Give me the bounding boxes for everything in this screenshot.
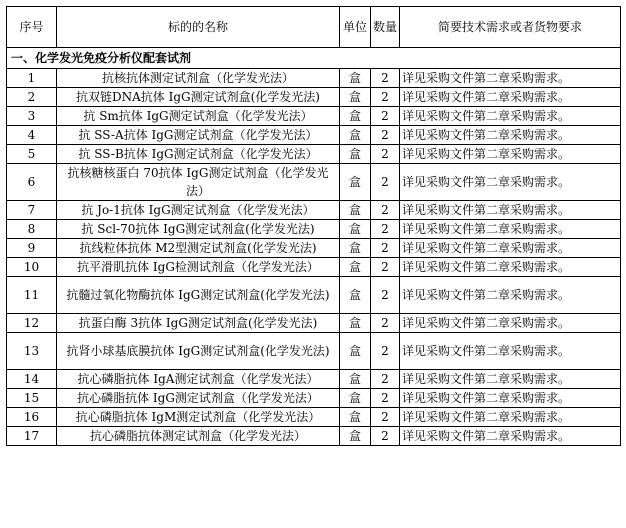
row-name: 抗 Jo-1抗体 IgG测定试剂盒（化学发光法） — [57, 201, 340, 220]
row-qty: 2 — [371, 408, 400, 427]
row-unit: 盒 — [340, 389, 371, 408]
header-row — [7, 7, 621, 48]
row-qty: 2 — [371, 107, 400, 126]
row-name: 抗心磷脂抗体 IgA测定试剂盒（化学发光法） — [57, 370, 340, 389]
row-name: 抗 Sm抗体 IgG测定试剂盒（化学发光法） — [57, 107, 340, 126]
table-row — [7, 126, 621, 145]
row-requirement: 详见采购文件第二章采购需求。 — [400, 427, 621, 446]
row-unit: 盒 — [340, 164, 371, 201]
row-requirement: 详见采购文件第二章采购需求。 — [400, 201, 621, 220]
row-qty: 2 — [371, 220, 400, 239]
row-qty: 2 — [371, 389, 400, 408]
row-requirement: 详见采购文件第二章采购需求。 — [400, 408, 621, 427]
row-unit: 盒 — [340, 427, 371, 446]
header-requirement: 简要技术需求或者货物要求 — [400, 7, 621, 48]
row-name: 抗 SS-B抗体 IgG测定试剂盒（化学发光法） — [57, 145, 340, 164]
row-requirement: 详见采购文件第二章采购需求。 — [400, 88, 621, 107]
row-index: 11 — [7, 277, 57, 314]
table-row — [7, 427, 621, 446]
row-requirement: 详见采购文件第二章采购需求。 — [400, 126, 621, 145]
row-qty: 2 — [371, 69, 400, 88]
row-requirement: 详见采购文件第二章采购需求。 — [400, 277, 621, 314]
row-index: 16 — [7, 408, 57, 427]
table-row — [7, 370, 621, 389]
header-unit: 单位 — [340, 7, 371, 48]
header-name: 标的的名称 — [57, 7, 340, 48]
row-qty: 2 — [371, 126, 400, 145]
row-unit: 盒 — [340, 126, 371, 145]
row-name: 抗心磷脂抗体测定试剂盒（化学发光法） — [57, 427, 340, 446]
table-row — [7, 107, 621, 126]
row-name: 抗核糖核蛋白 70抗体 IgG测定试剂盒（化学发光法） — [57, 164, 340, 201]
row-qty: 2 — [371, 145, 400, 164]
row-name: 抗线粒体抗体 M2型测定试剂盒(化学发光法) — [57, 239, 340, 258]
row-name: 抗心磷脂抗体 IgM测定试剂盒（化学发光法） — [57, 408, 340, 427]
procurement-table — [6, 6, 621, 446]
row-index: 6 — [7, 164, 57, 201]
row-unit: 盒 — [340, 277, 371, 314]
row-qty: 2 — [371, 370, 400, 389]
row-name: 抗 SS-A抗体 IgG测定试剂盒（化学发光法） — [57, 126, 340, 145]
header-qty: 数量 — [371, 7, 400, 48]
row-name: 抗肾小球基底膜抗体 IgG测定试剂盒(化学发光法) — [57, 333, 340, 370]
row-index: 2 — [7, 88, 57, 107]
row-qty: 2 — [371, 314, 400, 333]
row-name: 抗核抗体测定试剂盒（化学发光法） — [57, 69, 340, 88]
header-index: 序号 — [7, 7, 57, 48]
section-row — [7, 48, 621, 69]
table-row — [7, 239, 621, 258]
row-unit: 盒 — [340, 201, 371, 220]
row-name: 抗髓过氧化物酶抗体 IgG测定试剂盒(化学发光法) — [57, 277, 340, 314]
row-index: 17 — [7, 427, 57, 446]
row-qty: 2 — [371, 201, 400, 220]
row-qty: 2 — [371, 239, 400, 258]
row-unit: 盒 — [340, 239, 371, 258]
row-unit: 盒 — [340, 370, 371, 389]
table-row — [7, 88, 621, 107]
row-requirement: 详见采购文件第二章采购需求。 — [400, 333, 621, 370]
row-requirement: 详见采购文件第二章采购需求。 — [400, 164, 621, 201]
row-requirement: 详见采购文件第二章采购需求。 — [400, 145, 621, 164]
row-index: 1 — [7, 69, 57, 88]
row-requirement: 详见采购文件第二章采购需求。 — [400, 107, 621, 126]
table-row — [7, 69, 621, 88]
row-index: 13 — [7, 333, 57, 370]
table-row — [7, 220, 621, 239]
row-name: 抗平滑肌抗体 IgG检测试剂盒（化学发光法） — [57, 258, 340, 277]
row-index: 3 — [7, 107, 57, 126]
table-row — [7, 145, 621, 164]
row-requirement: 详见采购文件第二章采购需求。 — [400, 314, 621, 333]
row-requirement: 详见采购文件第二章采购需求。 — [400, 389, 621, 408]
row-index: 5 — [7, 145, 57, 164]
table-row — [7, 314, 621, 333]
row-index: 12 — [7, 314, 57, 333]
table-row — [7, 408, 621, 427]
row-index: 4 — [7, 126, 57, 145]
row-unit: 盒 — [340, 145, 371, 164]
row-requirement: 详见采购文件第二章采购需求。 — [400, 370, 621, 389]
row-name: 抗 Scl-70抗体 IgG测定试剂盒(化学发光法) — [57, 220, 340, 239]
table-row — [7, 201, 621, 220]
row-unit: 盒 — [340, 220, 371, 239]
row-index: 9 — [7, 239, 57, 258]
row-name: 抗心磷脂抗体 IgG测定试剂盒（化学发光法） — [57, 389, 340, 408]
row-requirement: 详见采购文件第二章采购需求。 — [400, 69, 621, 88]
row-qty: 2 — [371, 333, 400, 370]
row-index: 8 — [7, 220, 57, 239]
section-title: 一、化学发光免疫分析仪配套试剂 — [7, 48, 621, 69]
row-index: 10 — [7, 258, 57, 277]
row-qty: 2 — [371, 88, 400, 107]
row-name: 抗蛋白酶 3抗体 IgG测定试剂盒(化学发光法) — [57, 314, 340, 333]
row-unit: 盒 — [340, 88, 371, 107]
table-row — [7, 277, 621, 314]
row-index: 15 — [7, 389, 57, 408]
row-unit: 盒 — [340, 258, 371, 277]
row-index: 14 — [7, 370, 57, 389]
row-index: 7 — [7, 201, 57, 220]
row-qty: 2 — [371, 164, 400, 201]
table-row — [7, 164, 621, 201]
table-row — [7, 258, 621, 277]
table-row — [7, 389, 621, 408]
row-requirement: 详见采购文件第二章采购需求。 — [400, 258, 621, 277]
table-row — [7, 333, 621, 370]
row-unit: 盒 — [340, 408, 371, 427]
row-unit: 盒 — [340, 107, 371, 126]
row-requirement: 详见采购文件第二章采购需求。 — [400, 220, 621, 239]
row-unit: 盒 — [340, 314, 371, 333]
row-unit: 盒 — [340, 69, 371, 88]
row-qty: 2 — [371, 277, 400, 314]
row-requirement: 详见采购文件第二章采购需求。 — [400, 239, 621, 258]
row-unit: 盒 — [340, 333, 371, 370]
row-qty: 2 — [371, 427, 400, 446]
row-name: 抗双链DNA抗体 IgG测定试剂盒(化学发光法) — [57, 88, 340, 107]
row-qty: 2 — [371, 258, 400, 277]
